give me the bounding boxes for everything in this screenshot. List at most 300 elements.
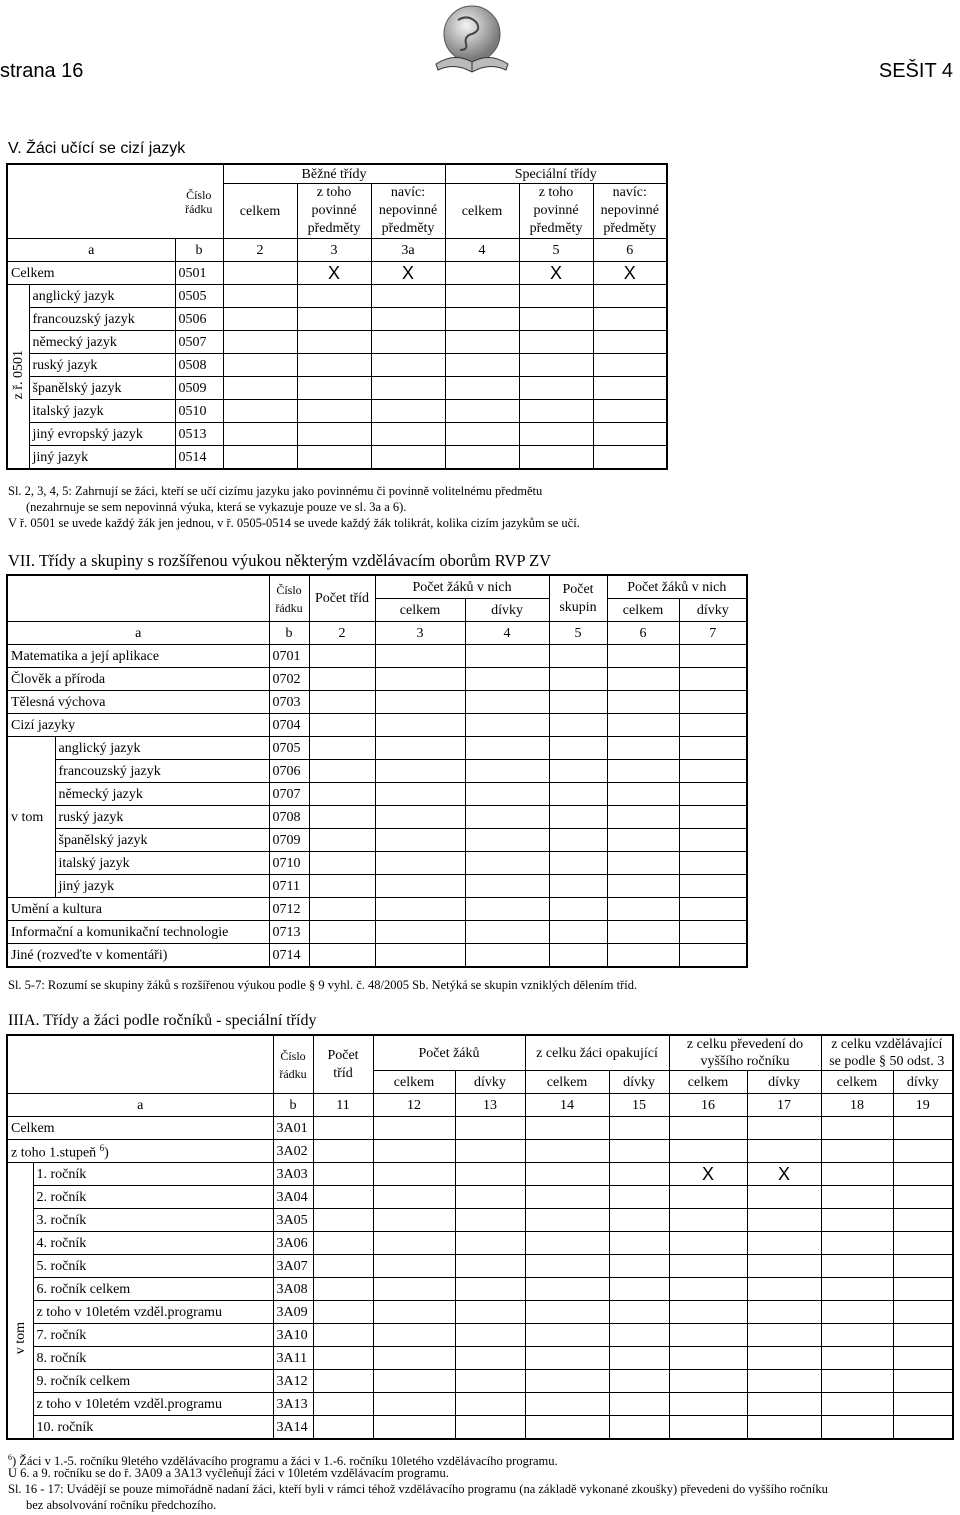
input-cell[interactable] xyxy=(669,1232,747,1255)
input-cell[interactable] xyxy=(607,714,679,737)
input-cell[interactable] xyxy=(593,423,667,446)
input-cell[interactable] xyxy=(445,331,519,354)
input-cell[interactable] xyxy=(375,806,465,829)
input-cell[interactable] xyxy=(445,377,519,400)
input-cell[interactable] xyxy=(747,1255,821,1278)
input-cell[interactable] xyxy=(609,1347,669,1370)
input-cell[interactable] xyxy=(747,1117,821,1140)
input-cell[interactable] xyxy=(519,285,593,308)
section-iiia-note-1: $^6$) Žáci v 1.-5. ročníku 9letého vzdělávacího programu a žáci v 1.-6. ročníku 10letého vzdělávacího programu. xyxy=(8,1453,558,1469)
input-cell[interactable] xyxy=(313,1117,373,1140)
input-cell[interactable] xyxy=(309,783,375,806)
input-cell[interactable] xyxy=(669,1255,747,1278)
input-cell[interactable] xyxy=(223,331,297,354)
input-cell[interactable] xyxy=(549,852,607,875)
input-cell[interactable] xyxy=(893,1209,953,1232)
input-cell[interactable] xyxy=(679,806,747,829)
input-cell[interactable] xyxy=(465,829,549,852)
input-cell[interactable] xyxy=(313,1301,373,1324)
input-cell[interactable] xyxy=(609,1163,669,1186)
input-cell[interactable] xyxy=(455,1232,525,1255)
input-cell[interactable] xyxy=(607,875,679,898)
input-cell[interactable] xyxy=(549,714,607,737)
input-cell[interactable] xyxy=(609,1324,669,1347)
input-cell[interactable] xyxy=(313,1347,373,1370)
input-cell[interactable] xyxy=(465,737,549,760)
input-cell[interactable] xyxy=(525,1232,609,1255)
section-iiia-note-4: bez absolvování ročníku předchozího. xyxy=(26,1498,217,1512)
input-cell[interactable] xyxy=(609,1301,669,1324)
input-cell[interactable] xyxy=(373,1209,455,1232)
input-cell[interactable] xyxy=(297,354,371,377)
input-cell[interactable] xyxy=(309,737,375,760)
input-cell[interactable] xyxy=(371,423,445,446)
input-cell[interactable] xyxy=(309,829,375,852)
input-cell[interactable] xyxy=(313,1232,373,1255)
input-cell[interactable] xyxy=(893,1278,953,1301)
input-cell[interactable] xyxy=(223,446,297,470)
input-cell[interactable] xyxy=(375,944,465,968)
input-cell[interactable] xyxy=(445,400,519,423)
input-cell[interactable] xyxy=(371,285,445,308)
input-cell[interactable] xyxy=(747,1393,821,1416)
input-cell[interactable] xyxy=(747,1324,821,1347)
row-code: 3A11 xyxy=(273,1347,313,1370)
input-cell[interactable] xyxy=(893,1186,953,1209)
input-cell[interactable] xyxy=(679,852,747,875)
input-cell[interactable] xyxy=(821,1163,893,1186)
input-cell[interactable] xyxy=(313,1393,373,1416)
input-cell[interactable] xyxy=(593,446,667,470)
input-cell[interactable] xyxy=(297,400,371,423)
input-cell[interactable] xyxy=(549,921,607,944)
input-cell[interactable] xyxy=(669,1370,747,1393)
input-cell[interactable] xyxy=(893,1117,953,1140)
input-cell[interactable] xyxy=(373,1393,455,1416)
input-cell[interactable] xyxy=(445,446,519,470)
input-cell[interactable] xyxy=(371,377,445,400)
input-cell[interactable] xyxy=(607,806,679,829)
input-cell[interactable] xyxy=(525,1117,609,1140)
input-cell[interactable] xyxy=(549,806,607,829)
input-cell[interactable] xyxy=(465,898,549,921)
input-cell[interactable] xyxy=(455,1186,525,1209)
input-cell[interactable] xyxy=(375,645,465,668)
input-cell[interactable] xyxy=(455,1393,525,1416)
input-cell[interactable] xyxy=(679,691,747,714)
input-cell[interactable] xyxy=(607,944,679,968)
input-cell[interactable] xyxy=(821,1370,893,1393)
input-cell[interactable] xyxy=(893,1232,953,1255)
row-label: 2. ročník xyxy=(33,1186,273,1209)
input-cell[interactable] xyxy=(313,1278,373,1301)
section-iiia-note-2: U 6. a 9. ročníku se do ř. 3A09 a 3A13 vyčleňují žáci v 10letém vzdělávacím programu. xyxy=(8,1466,449,1480)
input-cell[interactable] xyxy=(371,354,445,377)
col-letter-12: 12 xyxy=(373,1094,455,1117)
input-cell[interactable] xyxy=(297,331,371,354)
input-cell[interactable] xyxy=(821,1324,893,1347)
row-code: 0714 xyxy=(269,944,309,968)
input-cell[interactable] xyxy=(821,1255,893,1278)
input-cell[interactable] xyxy=(821,1278,893,1301)
row-label: 5. ročník xyxy=(33,1255,273,1278)
input-cell[interactable] xyxy=(747,1370,821,1393)
input-cell[interactable] xyxy=(679,921,747,944)
input-cell[interactable] xyxy=(525,1140,609,1163)
input-cell[interactable] xyxy=(549,829,607,852)
row-label: jiný evropský jazyk xyxy=(29,423,175,446)
pocet-skupin-header: Počet skupin xyxy=(549,575,607,622)
input-cell[interactable] xyxy=(679,829,747,852)
input-cell[interactable] xyxy=(821,1232,893,1255)
pocet-zaku-header: Počet žáků v nich xyxy=(375,575,549,599)
input-cell[interactable] xyxy=(607,829,679,852)
row-code: 3A03 xyxy=(273,1163,313,1186)
input-cell[interactable] xyxy=(309,806,375,829)
input-cell[interactable] xyxy=(679,783,747,806)
input-cell[interactable] xyxy=(519,331,593,354)
input-cell[interactable] xyxy=(893,1140,953,1163)
input-cell[interactable] xyxy=(747,1347,821,1370)
spec-povinne-header: z toho povinné předměty xyxy=(519,184,593,239)
input-cell[interactable] xyxy=(525,1163,609,1186)
input-cell[interactable] xyxy=(609,1232,669,1255)
input-cell[interactable] xyxy=(309,898,375,921)
input-cell[interactable] xyxy=(607,783,679,806)
input-cell[interactable] xyxy=(593,377,667,400)
input-cell[interactable] xyxy=(893,1301,953,1324)
input-cell[interactable] xyxy=(821,1209,893,1232)
input-cell[interactable] xyxy=(373,1278,455,1301)
input-cell[interactable] xyxy=(679,668,747,691)
input-cell[interactable] xyxy=(525,1186,609,1209)
input-cell[interactable] xyxy=(309,921,375,944)
input-cell[interactable] xyxy=(607,760,679,783)
input-cell[interactable] xyxy=(313,1209,373,1232)
input-cell[interactable] xyxy=(525,1278,609,1301)
input-cell[interactable] xyxy=(609,1209,669,1232)
input-cell[interactable] xyxy=(519,446,593,470)
input-cell[interactable] xyxy=(455,1209,525,1232)
input-cell[interactable] xyxy=(373,1347,455,1370)
input-cell[interactable] xyxy=(525,1347,609,1370)
input-cell[interactable] xyxy=(525,1324,609,1347)
input-cell[interactable] xyxy=(373,1117,455,1140)
input-cell[interactable] xyxy=(455,1140,525,1163)
opakujici-header: z celku žáci opakující xyxy=(525,1035,669,1071)
input-cell[interactable] xyxy=(609,1370,669,1393)
input-cell[interactable] xyxy=(593,285,667,308)
input-cell[interactable] xyxy=(821,1301,893,1324)
input-cell[interactable] xyxy=(223,354,297,377)
input-cell[interactable] xyxy=(309,852,375,875)
input-cell[interactable] xyxy=(313,1140,373,1163)
input-cell[interactable] xyxy=(669,1278,747,1301)
input-cell[interactable] xyxy=(893,1370,953,1393)
input-cell[interactable] xyxy=(371,308,445,331)
col-letter-14: 14 xyxy=(525,1094,609,1117)
col-letter-3: 3 xyxy=(375,622,465,645)
input-cell[interactable] xyxy=(223,308,297,331)
input-cell[interactable] xyxy=(679,875,747,898)
input-cell[interactable] xyxy=(893,1347,953,1370)
input-cell[interactable] xyxy=(549,875,607,898)
input-cell[interactable] xyxy=(609,1278,669,1301)
input-cell[interactable] xyxy=(375,668,465,691)
input-cell[interactable] xyxy=(609,1117,669,1140)
input-cell[interactable] xyxy=(549,645,607,668)
input-cell[interactable] xyxy=(679,898,747,921)
input-cell[interactable] xyxy=(455,1163,525,1186)
input-cell[interactable] xyxy=(669,1186,747,1209)
input-cell[interactable] xyxy=(893,1163,953,1186)
col-letter-4: 4 xyxy=(465,622,549,645)
input-cell[interactable] xyxy=(669,1301,747,1324)
input-cell[interactable] xyxy=(313,1324,373,1347)
input-cell[interactable] xyxy=(549,691,607,714)
input-cell[interactable] xyxy=(609,1186,669,1209)
input-cell[interactable] xyxy=(669,1393,747,1416)
input-cell[interactable] xyxy=(747,1209,821,1232)
input-cell[interactable] xyxy=(519,377,593,400)
input-cell[interactable] xyxy=(373,1370,455,1393)
input-cell[interactable] xyxy=(519,400,593,423)
input-cell[interactable] xyxy=(519,423,593,446)
input-cell[interactable] xyxy=(747,1232,821,1255)
input-cell[interactable] xyxy=(525,1255,609,1278)
input-cell[interactable] xyxy=(297,377,371,400)
input-cell[interactable] xyxy=(465,875,549,898)
input-cell[interactable] xyxy=(297,308,371,331)
input-cell[interactable] xyxy=(373,1140,455,1163)
input-cell[interactable] xyxy=(223,377,297,400)
input-cell[interactable] xyxy=(373,1416,455,1440)
row-label: francouzský jazyk xyxy=(55,760,269,783)
input-cell[interactable] xyxy=(375,714,465,737)
input-cell[interactable] xyxy=(223,262,297,285)
input-cell[interactable] xyxy=(371,400,445,423)
input-cell[interactable] xyxy=(747,1278,821,1301)
input-cell[interactable] xyxy=(223,423,297,446)
col-letter-3a: 3a xyxy=(371,239,445,262)
input-cell[interactable] xyxy=(893,1393,953,1416)
input-cell[interactable] xyxy=(669,1347,747,1370)
bezne-celkem-header: celkem xyxy=(223,184,297,239)
section-v-note-1: Sl. 2, 3, 4, 5: Zahrnují se žáci, kteří se učí cizímu jazyku jako povinnému či povinně volitelnému předmětu xyxy=(8,484,543,498)
input-cell[interactable] xyxy=(375,760,465,783)
input-cell[interactable] xyxy=(375,921,465,944)
input-cell[interactable] xyxy=(893,1255,953,1278)
col-letter-13: 13 xyxy=(455,1094,525,1117)
input-cell[interactable] xyxy=(297,446,371,470)
input-cell[interactable] xyxy=(309,875,375,898)
input-cell[interactable] xyxy=(455,1370,525,1393)
input-cell[interactable] xyxy=(519,354,593,377)
input-cell[interactable] xyxy=(609,1416,669,1440)
input-cell[interactable] xyxy=(607,921,679,944)
input-cell[interactable] xyxy=(549,944,607,968)
input-cell[interactable] xyxy=(375,691,465,714)
input-cell[interactable] xyxy=(669,1416,747,1440)
input-cell[interactable] xyxy=(455,1347,525,1370)
input-cell[interactable] xyxy=(747,1140,821,1163)
input-cell[interactable] xyxy=(465,944,549,968)
input-cell[interactable] xyxy=(313,1370,373,1393)
input-cell[interactable] xyxy=(375,783,465,806)
input-cell[interactable] xyxy=(609,1140,669,1163)
input-cell[interactable] xyxy=(607,852,679,875)
row-code: 0507 xyxy=(175,331,223,354)
input-cell[interactable] xyxy=(679,944,747,968)
input-cell[interactable] xyxy=(445,354,519,377)
input-cell[interactable] xyxy=(669,1140,747,1163)
input-cell[interactable] xyxy=(297,423,371,446)
input-cell[interactable] xyxy=(313,1416,373,1440)
input-cell[interactable] xyxy=(893,1324,953,1347)
input-cell[interactable] xyxy=(525,1370,609,1393)
input-cell[interactable] xyxy=(821,1416,893,1440)
input-cell[interactable] xyxy=(607,668,679,691)
input-cell[interactable] xyxy=(669,1209,747,1232)
input-cell[interactable] xyxy=(371,331,445,354)
input-cell[interactable] xyxy=(445,423,519,446)
row-code: 0510 xyxy=(175,400,223,423)
row-code: 0710 xyxy=(269,852,309,875)
input-cell[interactable] xyxy=(223,285,297,308)
input-cell[interactable] xyxy=(445,308,519,331)
input-cell[interactable] xyxy=(313,1186,373,1209)
input-cell[interactable] xyxy=(525,1393,609,1416)
input-cell[interactable] xyxy=(679,714,747,737)
input-cell[interactable] xyxy=(371,446,445,470)
input-cell[interactable] xyxy=(465,760,549,783)
input-cell[interactable] xyxy=(669,1324,747,1347)
input-cell[interactable] xyxy=(519,308,593,331)
section-v-title: V. Žáci učící se cizí jazyk xyxy=(8,140,186,157)
input-cell[interactable] xyxy=(465,714,549,737)
input-cell[interactable] xyxy=(465,691,549,714)
input-cell[interactable] xyxy=(465,668,549,691)
input-cell[interactable] xyxy=(223,400,297,423)
input-cell[interactable] xyxy=(549,898,607,921)
input-cell[interactable] xyxy=(445,262,519,285)
input-cell[interactable] xyxy=(375,875,465,898)
input-cell[interactable] xyxy=(747,1301,821,1324)
input-cell[interactable] xyxy=(607,898,679,921)
input-cell[interactable] xyxy=(455,1301,525,1324)
input-cell[interactable] xyxy=(607,691,679,714)
input-cell[interactable] xyxy=(609,1393,669,1416)
input-cell[interactable] xyxy=(607,737,679,760)
input-cell[interactable] xyxy=(373,1186,455,1209)
input-cell[interactable] xyxy=(309,714,375,737)
input-cell[interactable] xyxy=(465,783,549,806)
input-cell[interactable] xyxy=(445,285,519,308)
row-code: 3A14 xyxy=(273,1416,313,1440)
input-cell[interactable] xyxy=(455,1117,525,1140)
bezne-tridy-header: Běžné třídy xyxy=(223,164,445,184)
x-mark: X xyxy=(371,262,445,285)
input-cell[interactable] xyxy=(609,1255,669,1278)
x-mark: X xyxy=(593,262,667,285)
input-cell[interactable] xyxy=(549,668,607,691)
row-label: z toho 1.stupeň $^6$) xyxy=(7,1140,273,1163)
input-cell[interactable] xyxy=(309,944,375,968)
input-cell[interactable] xyxy=(607,645,679,668)
input-cell[interactable] xyxy=(679,760,747,783)
section-v-table xyxy=(6,163,668,470)
input-cell[interactable] xyxy=(373,1324,455,1347)
input-cell[interactable] xyxy=(549,737,607,760)
input-cell[interactable] xyxy=(313,1163,373,1186)
input-cell[interactable] xyxy=(593,331,667,354)
input-cell[interactable] xyxy=(373,1232,455,1255)
input-cell[interactable] xyxy=(309,645,375,668)
col-letter-5: 5 xyxy=(519,239,593,262)
input-cell[interactable] xyxy=(375,898,465,921)
input-cell[interactable] xyxy=(593,354,667,377)
input-cell[interactable] xyxy=(747,1186,821,1209)
input-cell[interactable] xyxy=(373,1163,455,1186)
input-cell[interactable] xyxy=(309,691,375,714)
input-cell[interactable] xyxy=(465,806,549,829)
input-cell[interactable] xyxy=(373,1255,455,1278)
row-label: Informační a komunikační technologie xyxy=(7,921,269,944)
input-cell[interactable] xyxy=(821,1347,893,1370)
row-code: 3A01 xyxy=(273,1117,313,1140)
input-cell[interactable] xyxy=(465,645,549,668)
input-cell[interactable] xyxy=(465,852,549,875)
input-cell[interactable] xyxy=(679,737,747,760)
input-cell[interactable] xyxy=(669,1117,747,1140)
row-code: 0501 xyxy=(175,262,223,285)
input-cell[interactable] xyxy=(313,1255,373,1278)
input-cell[interactable] xyxy=(593,400,667,423)
input-cell[interactable] xyxy=(679,645,747,668)
row-label: italský jazyk xyxy=(29,400,175,423)
input-cell[interactable] xyxy=(525,1301,609,1324)
side-label: v tom xyxy=(7,1163,33,1440)
input-cell[interactable] xyxy=(455,1255,525,1278)
input-cell[interactable] xyxy=(455,1278,525,1301)
x-mark: X xyxy=(519,262,593,285)
input-cell[interactable] xyxy=(373,1301,455,1324)
input-cell[interactable] xyxy=(455,1324,525,1347)
input-cell[interactable] xyxy=(375,852,465,875)
side-label: v tom xyxy=(7,737,55,898)
input-cell[interactable] xyxy=(549,760,607,783)
input-cell[interactable] xyxy=(525,1416,609,1440)
input-cell[interactable] xyxy=(525,1209,609,1232)
input-cell[interactable] xyxy=(309,760,375,783)
input-cell[interactable] xyxy=(309,668,375,691)
input-cell[interactable] xyxy=(375,737,465,760)
input-cell[interactable] xyxy=(455,1416,525,1440)
input-cell[interactable] xyxy=(549,783,607,806)
input-cell[interactable] xyxy=(375,829,465,852)
input-cell[interactable] xyxy=(893,1416,953,1440)
input-cell[interactable] xyxy=(747,1416,821,1440)
input-cell[interactable] xyxy=(821,1117,893,1140)
row-label: ruský jazyk xyxy=(55,806,269,829)
input-cell[interactable] xyxy=(297,285,371,308)
input-cell[interactable] xyxy=(821,1140,893,1163)
input-cell[interactable] xyxy=(821,1393,893,1416)
input-cell[interactable] xyxy=(465,921,549,944)
input-cell[interactable] xyxy=(593,308,667,331)
row-code: 0709 xyxy=(269,829,309,852)
input-cell[interactable] xyxy=(821,1186,893,1209)
